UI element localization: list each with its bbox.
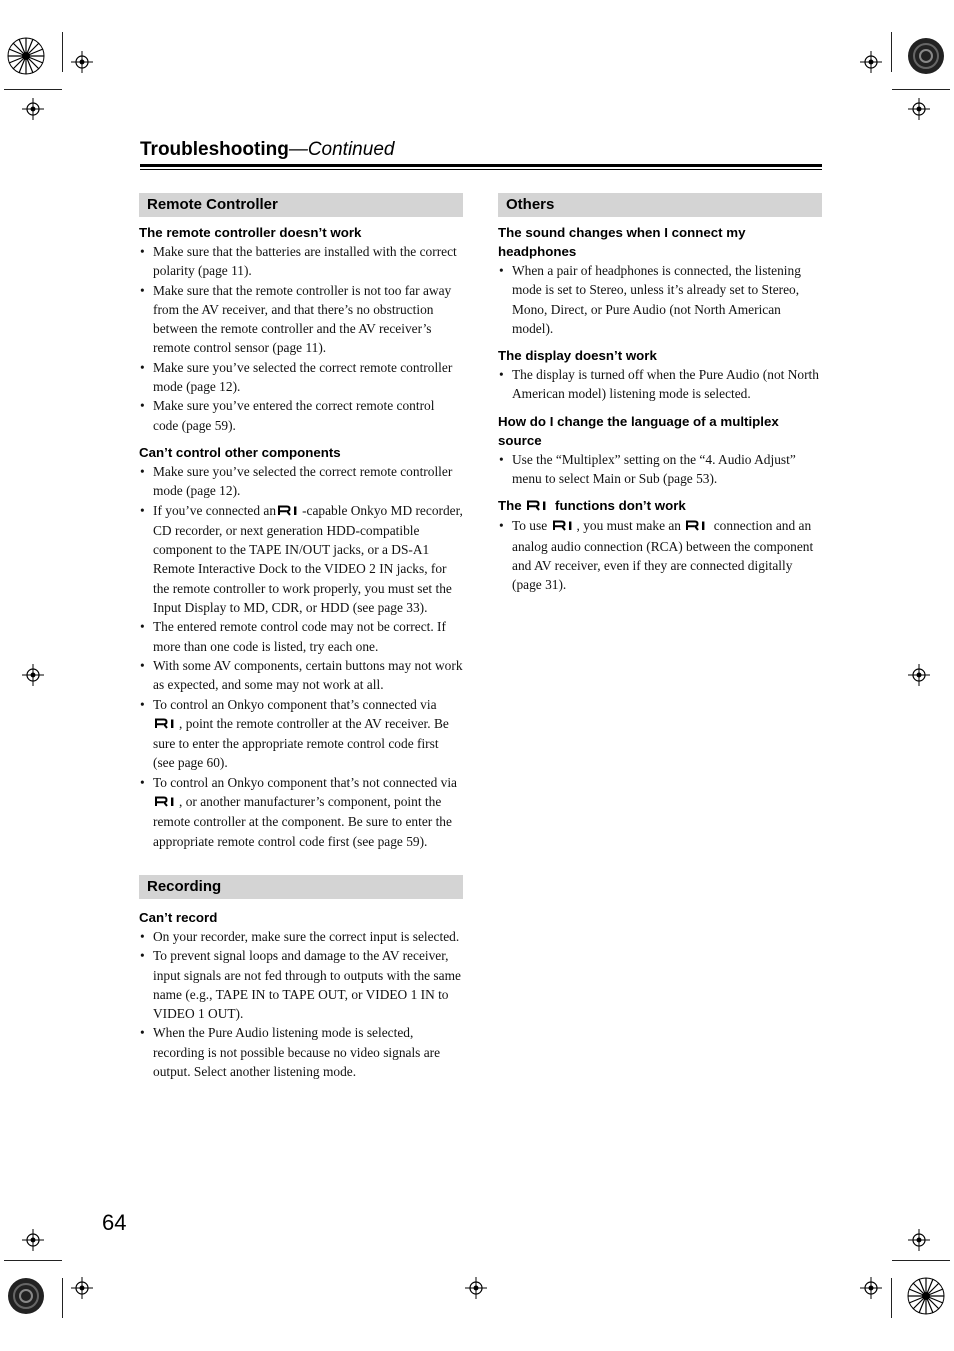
crop-line [891,1278,892,1318]
answer-text: connection and an analog audio connection (RCA) between the component and AV receiver, even if they are connected digitally (page 31). [512,518,814,593]
crosshair-mark-icon [908,98,930,120]
answer-item [498,516,822,594]
answer-item: • Make sure you’ve selected the correct remote controller mode (page 12). [139,462,463,501]
crosshair-mark-icon [22,98,44,120]
ri-logo-icon [155,715,177,734]
answer-item [139,695,463,773]
crop-line [4,1260,62,1261]
crosshair-mark-icon [71,1277,93,1299]
answer-text: To control an Onkyo component that’s not connected via [153,774,457,790]
answer-item: • Use the “Multiplex” setting on the “4. Audio Adjust” menu to select Main or Sub (page 53). [498,450,822,489]
question-heading: The remote controller doesn’t work [139,225,362,240]
answer-list [139,927,463,1081]
crop-line [62,32,63,72]
answer-text: To use [512,518,548,534]
crop-line [892,1260,950,1261]
left-column [139,193,463,1081]
right-column [498,193,822,595]
question-heading-text: The [498,498,522,514]
header-rule-thin [140,169,822,170]
question-heading: The display doesn’t work [498,348,657,364]
color-rose-top-right [906,36,946,76]
answer-list [139,242,463,435]
crosshair-mark-icon [22,664,44,686]
answer-text: , you must make an [576,518,682,534]
ri-logo-icon [278,502,300,521]
ri-logo-icon [527,497,549,516]
answer-list [498,450,822,489]
crop-line [892,89,950,90]
ri-logo-icon [553,517,575,536]
crosshair-mark-icon [908,1229,930,1251]
answer-item: • With some AV components, certain buttons may not work as expected, and some may not work at all. [139,656,463,695]
section-heading-remote-controller: Remote Controller [139,193,463,217]
answer-text: -capable Onkyo MD recorder, CD recorder, or next generation HDD-compatible component to the TAPE IN/OUT jacks, or a DS-A1 Remote Interactive Dock to the VIDEO 2 IN jacks, for the remote controller to work properly, you must set the Input Display to MD, CDR, or HDD (see page 33). [153,502,463,616]
page-number: 64 [102,1210,127,1235]
question-heading: Can’t record [139,909,218,925]
crosshair-mark-icon [908,664,930,686]
page-header-title [140,139,394,161]
crosshair-mark-icon [860,1277,882,1299]
question-heading [498,496,822,516]
section-heading-recording: Recording [139,875,463,899]
color-rose-bottom-left [6,1276,46,1316]
question-heading: Can’t control other components [139,444,341,460]
header-rule [140,164,822,167]
question-heading: The sound changes when I connect my headphones [498,225,746,259]
question-heading-text: functions don’t work [555,498,686,514]
crosshair-mark-icon [860,51,882,73]
header-title-main: Troubleshooting [140,139,289,160]
crosshair-mark-icon [22,1229,44,1251]
answer-item: • When the Pure Audio listening mode is selected, recording is not possible because no video signals are output. Select another listening mode. [139,1023,463,1081]
answer-item: • The display is turned off when the Pure Audio (not North American model) listening mode is selected. [498,365,822,404]
answer-item [139,773,463,851]
crop-line [62,1278,63,1318]
answer-list [498,516,822,594]
answer-text: , point the remote controller at the AV receiver. Be sure to enter the appropriate remote control code first (see page 60). [153,715,449,771]
color-rose-top-left [6,36,46,76]
answer-list [498,261,822,338]
answer-item: • Make sure you’ve selected the correct remote controller mode (page 12). [139,358,463,397]
color-rose-bottom-right [906,1276,946,1316]
ri-logo-icon [686,517,708,536]
answer-list [498,365,822,404]
section-heading-others: Others [498,193,822,217]
answer-list [139,462,463,851]
ri-logo-icon [155,793,177,812]
question-heading: How do I change the language of a multiplex source [498,413,779,448]
answer-item: • The entered remote control code may not be correct. If more than one code is listed, try each one. [139,617,463,656]
crop-line [891,32,892,72]
answer-item [139,501,463,618]
answer-text: To control an Onkyo component that’s connected via [153,696,437,712]
answer-item: • Make sure that the remote controller is not too far away from the AV receiver, and that there’s no obstruction between the remote controller and the AV receiver’s remote control sensor (page 11). [139,281,463,358]
answer-text: If you’ve connected an [153,502,277,518]
answer-text: , or another manufacturer’s component, point the remote controller at the component. Be sure to enter the appropriate remote control code first (see page 59). [153,794,452,849]
answer-item: • Make sure you’ve entered the correct remote control code (page 59). [139,396,463,435]
answer-item: • On your recorder, make sure the correct input is selected. [139,927,463,946]
crosshair-mark-icon [71,51,93,73]
crosshair-mark-icon [465,1277,487,1299]
answer-item: • Make sure that the batteries are installed with the correct polarity (page 11). [139,242,463,281]
header-title-continued: —Continued [288,139,395,160]
answer-item: • When a pair of headphones is connected, the listening mode is set to Stereo, unless it’s already set to Stereo, Mono, Direct, or Pure Audio (not North American model). [498,261,822,338]
answer-item: • To prevent signal loops and damage to the AV receiver, input signals are not fed through to outputs with the same name (e.g., TAPE IN to TAPE OUT, or VIDEO 1 IN to VIDEO 1 OUT). [139,946,463,1023]
crop-line [4,89,62,90]
